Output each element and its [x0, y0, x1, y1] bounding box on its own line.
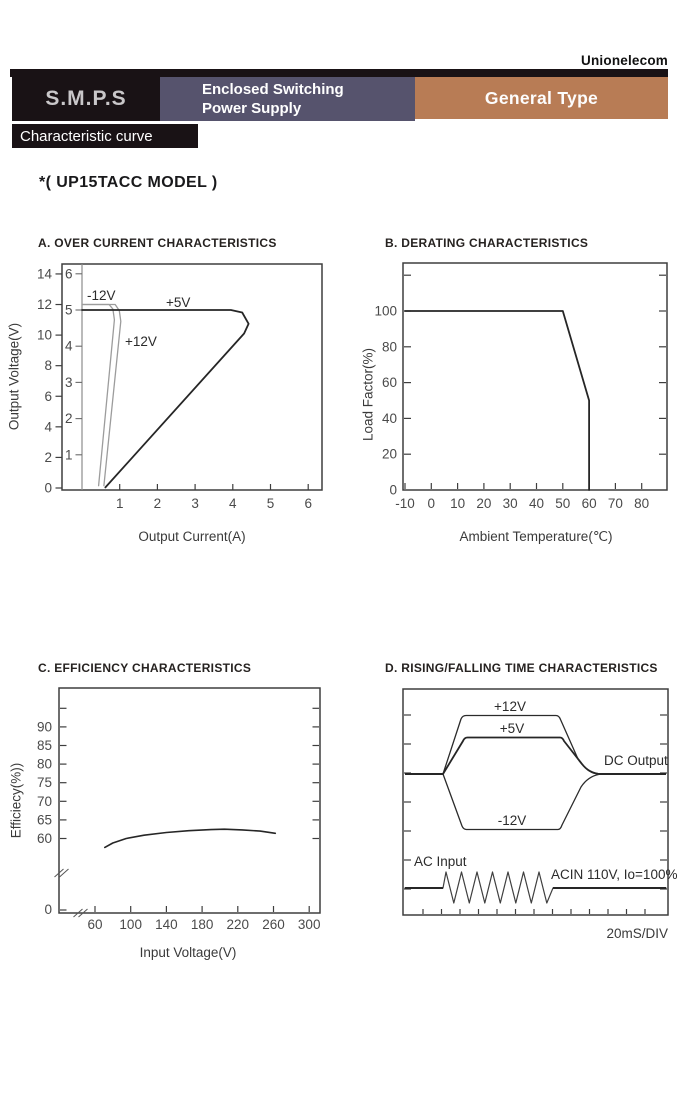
series-efficiency [105, 829, 275, 847]
y-tick-label: 20 [381, 446, 397, 462]
inner-y-tick-label: 1 [64, 447, 73, 463]
x-tick-label: 60 [581, 496, 597, 511]
y-tick-label: 70 [36, 793, 52, 809]
chart-b-frame [403, 263, 667, 490]
x-tick-label: 4 [229, 496, 237, 511]
y-tick-label: 85 [36, 738, 52, 753]
y-tick-label: 6 [44, 388, 52, 404]
y-tick-label: 10 [36, 327, 52, 343]
y-tick-label: 0 [44, 902, 52, 917]
chart-c-xlabel: Input Voltage(V) [139, 945, 237, 960]
brand-logo: Unionelecom [581, 53, 668, 68]
y-tick-label: 2 [44, 449, 52, 465]
x-tick-label: 260 [262, 917, 285, 932]
waveform-label: -12V [497, 813, 527, 828]
header-mid-line2: Power Supply [202, 100, 302, 117]
chart-b-xlabel: Ambient Temperature(℃) [459, 529, 613, 544]
x-tick-label: 5 [266, 496, 275, 511]
inner-y-tick-label: 4 [64, 338, 73, 354]
waveform-label: ACIN 110V, Io=100% [551, 867, 678, 882]
y-tick-label: 14 [36, 266, 52, 282]
y-tick-label: 40 [381, 410, 397, 426]
waveform-label: DC Output [604, 753, 668, 768]
waveform-label: +12V [494, 699, 526, 714]
x-tick-label: 300 [297, 917, 321, 932]
chart-d [403, 689, 677, 915]
x-tick-label: 3 [191, 496, 199, 511]
chart-d-title: D. RISING/FALLING TIME CHARACTERISTICS [385, 661, 658, 675]
x-tick-label: 50 [555, 496, 571, 511]
x-tick-label: 2 [153, 496, 162, 511]
y-tick-label: 65 [36, 812, 52, 828]
chart-b-ylabel: Load Factor(%) [360, 347, 376, 442]
x-tick-label: 0 [427, 496, 436, 511]
x-tick-label: 180 [190, 917, 214, 932]
chart-c-frame [59, 688, 320, 913]
x-tick-label: 140 [155, 917, 178, 932]
chart-a-ylabel: Output Voltage(V) [6, 322, 22, 431]
x-tick-label: 6 [304, 496, 312, 511]
chart-a [37, 264, 322, 511]
inner-y-tick-label: 2 [64, 411, 73, 427]
waveform-label: +5V [499, 721, 525, 736]
chart-c-title: C. EFFICIENCY CHARACTERISTICS [38, 661, 252, 675]
x-tick-label: -10 [395, 496, 415, 511]
trace-plus5v [443, 738, 598, 775]
header-smps-label: S.M.P.S [45, 87, 127, 110]
series--12V [82, 305, 114, 486]
chart-a-title: A. OVER CURRENT CHARACTERISTICS [38, 236, 277, 250]
header-general-type-label: General Type [484, 87, 599, 108]
chart-c-ylabel: Efficiecy(%)) [8, 762, 24, 839]
inner-y-tick-label: 6 [64, 266, 73, 282]
y-tick-label: 60 [381, 375, 397, 391]
header-mid-line1: Enclosed Switching [202, 80, 344, 98]
series-label: +12V [125, 334, 157, 349]
x-tick-label: 20 [476, 496, 492, 511]
characteristic-curve-badge: Characteristic curve [12, 124, 198, 148]
y-axis-break [60, 869, 69, 877]
y-tick-label: 0 [44, 480, 52, 496]
chart-c [37, 688, 320, 932]
y-tick-label: 12 [36, 297, 52, 313]
x-tick-label: 220 [226, 917, 250, 932]
y-tick-label: 4 [44, 419, 52, 435]
series-load-limit [405, 311, 589, 490]
x-tick-label: 1 [115, 496, 124, 511]
chart-b-title: B. DERATING CHARACTERISTICS [385, 236, 589, 250]
chart-d-timebase-label: 20mS/DIV [606, 926, 668, 941]
x-tick-label: 70 [607, 496, 623, 511]
y-tick-label: 8 [44, 358, 52, 374]
y-tick-label: 90 [36, 719, 52, 735]
inner-y-tick-label: 3 [64, 374, 73, 390]
x-tick-label: 80 [634, 496, 650, 511]
x-tick-label: 10 [450, 496, 466, 511]
y-tick-label: 100 [374, 303, 397, 319]
waveform-label: AC Input [414, 854, 467, 869]
chart-a-xlabel: Output Current(A) [138, 529, 246, 544]
series-label: -12V [87, 288, 116, 303]
x-tick-label: 100 [119, 917, 142, 932]
series-label: +5V [166, 295, 191, 310]
inner-y-tick-label: 5 [64, 302, 73, 318]
y-tick-label: 75 [36, 775, 52, 791]
model-title: *( UP15TACC MODEL ) [39, 174, 218, 191]
y-tick-label: 60 [36, 831, 52, 846]
x-tick-label: 40 [528, 496, 545, 511]
x-tick-label: 60 [87, 917, 103, 932]
y-tick-label: 0 [389, 482, 397, 498]
y-tick-label: 80 [36, 756, 52, 772]
y-tick-label: 80 [381, 339, 397, 355]
chart-b [374, 263, 667, 511]
x-tick-label: 30 [502, 496, 518, 511]
